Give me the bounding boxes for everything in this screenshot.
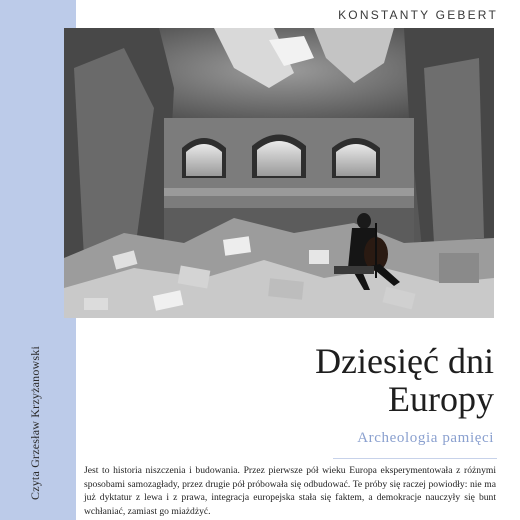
- narrator-credit: Czyta Grzesław Krzyżanowski: [28, 345, 42, 500]
- title-line-2: Europy: [388, 379, 494, 419]
- book-title: [315, 342, 494, 418]
- cover-photo: [64, 28, 494, 318]
- author-name: KONSTANTY GEBERT: [338, 8, 498, 22]
- cover-blurb: Jest to historia niszczenia i budowania. Przez pierwsze pół wieku Europa eksperymentowała z różnymi sposobami samozagłady, przez drugie pół próbowała się odbudować. Te próby się raczej powiodły: nie ma już dyktatur z lewa i z prawa, integracja europejska stała się faktem, a demokracje nauczyły się bunt wchłaniać, zamiast go miażdżyć.: [84, 465, 496, 517]
- book-subtitle: Archeologia pamięci: [357, 430, 494, 446]
- subtitle-divider: [333, 458, 497, 459]
- title-line-1: Dziesięć dni: [315, 341, 494, 381]
